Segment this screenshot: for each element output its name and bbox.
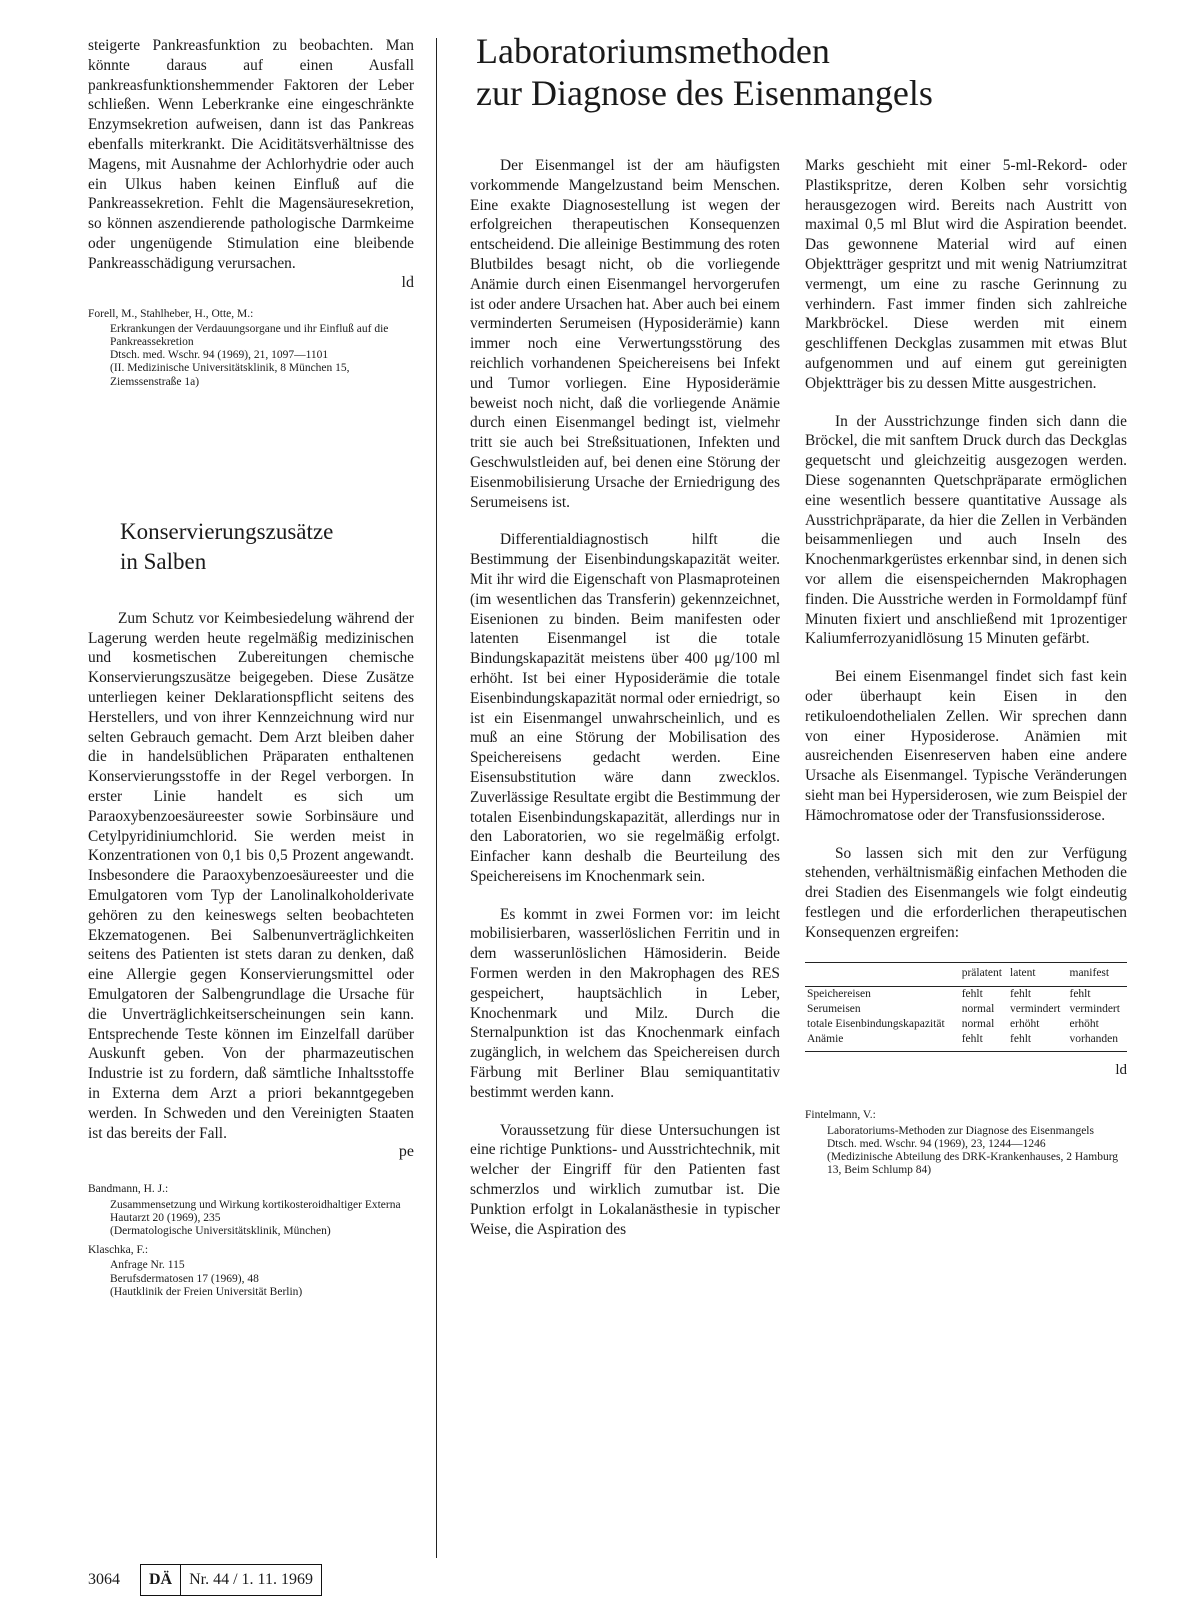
article-paragraph: Es kommt in zwei Formen vor: im leicht mobilisierbaren, wasserlöslichen Ferritin und in dem wasserunlöslichen Hämosiderin. Beide Formen werden in den Makrophagen des RES gespeichert, hauptsächlich in Leber, Knochenmark und Milz. Durch die Sternalpunktion ist das Knochenmark einfach zugänglich, in welchem das Speichereisen durch Färbung mit Berliner Blau semiquantitativ bestimmt werden kann. xyxy=(470,905,780,1101)
table-cell: normal xyxy=(961,1003,995,1016)
left-body-paragraph: steigerte Pankreasfunktion zu beobachten. Man könnte daraus auf einen Ausfall pankreasfunktionshemmender Faktoren der Leber schließen. Wenn Leberkranke eine eingeschränkte Enzymsekretion aufweisen, dann ist das Pankreas ebenfalls miterkrankt. Die Aciditätsverhältnisse des Magens, mit Ausnahme der Achlorhydrie oder auch ein Ulkus haben keinen Einfluß auf die Pankreassekretion. Fehlt die Magensäuresekretion, so können aszendierende pathologische Darmkeime oder ungenügende Stimulation eine bleibende Pankreasschädigung verursachen. xyxy=(88,37,414,272)
reference-line: (Hautklinik der Freien Universität Berlin) xyxy=(110,1285,303,1298)
section-title-line: in Salben xyxy=(120,548,207,574)
left-column xyxy=(88,36,414,1299)
reference-block xyxy=(805,1109,1127,1177)
reference-line: Erkrankungen der Verdauungsorgane und ihr Einfluß auf die Pankreassekretion xyxy=(110,322,389,348)
middle-column xyxy=(470,156,780,1257)
article-title xyxy=(476,30,1116,114)
page-number: 3064 xyxy=(88,1571,120,1588)
iron-deficiency-stage-table xyxy=(805,962,1127,1052)
table-header-row xyxy=(805,963,1127,987)
article-paragraph: Voraussetzung für diese Untersuchungen ist eine richtige Punktions- und Ausstrichtechnik, mit welcher der Eingriff für den Patienten fast schmerzlos und wirklich zumutbar ist. Die Punktion erfolgt in Lokalanästhesie in typischer Weise, die Aspiration des xyxy=(470,1121,780,1238)
table-cell: totale Eisenbindungskapazität xyxy=(807,1018,945,1031)
article-paragraph: Der Eisenmangel ist der am häufigsten vorkommende Mangelzustand beim Menschen. Eine exakte Diagnosestellung ist wegen der erfolgreichen therapeutischen Konsequenzen entscheidend. Die alleinige Bestimmung des roten Blutbildes besagt nicht, ob die vorliegende Anämie durch einen Eisenmangel hervorgerufen ist oder andere Ursachen hat. Aber auch bei einem verminderten Serumeisen (Hyposiderämie) kann immer noch eine Verwertungsstörung des reichlich vorhandenen Speichereisens bei Infekt und Tumor vorliegen. Eine Hyposiderämie beweist noch nicht, daß die vorliegende Anämie durch einen Eisenmangel bedingt ist, vielmehr tritt sie auch bei Streßsituationen, Infekten und Geschwulstleiden auf, bei denen eine Störung der Eisenmobilisierung Ursache der Erniedrigung des Serumeisens ist. xyxy=(470,157,780,511)
column-divider xyxy=(436,38,437,1558)
reference-block xyxy=(88,1183,414,1299)
table-cell: Anämie xyxy=(805,1032,960,1052)
author-initials: ld xyxy=(401,273,414,291)
article-paragraph: Marks geschieht mit einer 5-ml-Rekord- oder Plastikspritze, deren Kolben sehr vorsichtig herausgezogen wird. Bereits nach Austritt von maximal 0,5 ml Blut wird die Aspiration beendet. Das gewonnene Material wird auf einen Objektträger gespritzt und mit wenig Natriumzitrat vermengt, um eine zu rasche Gerinnung zu verhindern. Fast immer finden sich zahlreiche Markbröckel. Diese werden mit einem geschliffenen Deckglas zusammen mit etwas Blut aufgenommen und auf einem gut gereinigten Objektträger bis zu dessen Mitte ausgestrichen. xyxy=(805,157,1127,392)
reference-line: Dtsch. med. Wschr. 94 (1969), 23, 1244—1246 xyxy=(827,1137,1046,1150)
section-body-paragraph: Zum Schutz vor Keimbesiedelung während der Lagerung werden heute regelmäßig medizinischen und kosmetischen Zubereitungen chemische Konservierungszusätze beigegeben. Diese Zusätze unterliegen keiner Deklarationspflicht seitens des Herstellers, und von ihrer Kennzeichnung wird nur selten Gebrauch gemacht. Dem Arzt bleiben daher die in handelsüblichen Präparaten enthaltenen Konservierungsstoffe in der Regel verborgen. In erster Linie handelt es sich um Paraoxybenzoesäureester sowie Sorbinsäure und Cetylpyridiniumchlorid. Sie werden meist in Konzentrationen von 0,1 bis 0,5 Prozent angewandt. Insbesondere die Paraoxybenzoesäureester und die Emulgatoren vom Typ der Lanolinalkoholderivate gehören zu den keineswegs selten beobachteten Ekzematogenen. Bei Salbenunverträglichkeiten seitens des Patienten ist stets daran zu denken, daß eine Allergie gegen Konservierungsmittel oder Emulgatoren der Salbengrundlage die Ursache für die Unverträglichkeitserscheinungen sein kann. Entsprechende Teste können im Einzelfall darüber Auskunft geben. Von der pharmazeutischen Industrie ist zu fordern, daß sämtliche Inhaltsstoffe in Externa dem Arzt a priori bekanntgegeben werden. In Schweden und den Vereinigten Staaten ist das bereits der Fall. xyxy=(88,609,414,1142)
table-cell: normal xyxy=(961,1018,995,1031)
signature-row xyxy=(88,1143,414,1161)
right-column xyxy=(805,156,1127,1178)
table-cell: Serumeisen xyxy=(807,1003,861,1016)
table-cell: fehlt xyxy=(1008,1032,1067,1052)
signature-row xyxy=(88,274,414,292)
section-title-line: Konservierungszusätze xyxy=(120,518,334,544)
journal-logo: DÄ xyxy=(140,1564,181,1596)
table-row xyxy=(805,1002,1127,1017)
reference-line: (Medizinische Abteilung des DRK-Krankenhauses, 2 Hamburg 13, Beim Schlump 84) xyxy=(827,1151,1119,1177)
reference-author: Forell, M., Stahlheber, H., Otte, M.: xyxy=(88,307,254,320)
reference-line: Zusammensetzung und Wirkung kortikosteroidhaltiger Externa xyxy=(110,1198,401,1211)
table-row xyxy=(805,987,1127,1003)
reference-line: Berufsdermatosen 17 (1969), 48 xyxy=(110,1272,259,1285)
reference-author: Klaschka, F.: xyxy=(88,1244,149,1257)
table-cell: vermindert xyxy=(1069,1003,1120,1016)
table-cell: erhöht xyxy=(1010,1018,1040,1031)
table-cell: fehlt xyxy=(961,988,983,1001)
article-paragraph: Bei einem Eisenmangel findet sich fast kein oder überhaupt kein Eisen in den retikuloendothelialen Zellen. Wir sprechen dann von einer Hyposiderose. Anämien mit ausreichenden Eisenreserven haben eine andere Ursache als Eisenmangel. Typische Veränderungen sieht man bei Hypersiderosen, wie zum Beispiel der Hämochromatose oder der Transfusionssiderose. xyxy=(805,668,1127,824)
table-cell: vermindert xyxy=(1010,1003,1061,1016)
author-initials: ld xyxy=(1115,1062,1127,1079)
reference-line: Laboratoriums-Methoden zur Diagnose des Eisenmangels xyxy=(827,1124,1094,1137)
reference-line: Dtsch. med. Wschr. 94 (1969), 21, 1097—1101 xyxy=(110,349,329,362)
article-title-line: Laboratoriumsmethoden xyxy=(476,31,830,71)
table-cell: fehlt xyxy=(960,1032,1008,1052)
reference-author: Fintelmann, V.: xyxy=(805,1109,876,1122)
reference-line: Hautarzt 20 (1969), 235 xyxy=(110,1211,221,1224)
table-cell: Speichereisen xyxy=(807,988,871,1001)
table-cell: erhöht xyxy=(1069,1018,1099,1031)
table-cell: vorhanden xyxy=(1068,1032,1128,1052)
table-row xyxy=(805,1017,1127,1032)
article-paragraph: Differentialdiagnostisch hilft die Bestimmung der Eisenbindungskapazität weiter. Mit ihr wird die Eigenschaft von Plasmaproteinen (im wesentlichen das Transferin) gekennzeichnet, Eisenionen zu binden. Beim manifesten oder latenten Eisenmangel ist die totale Bindungskapazität meistens über 400 μg/100 ml erhöht. Ist bei einer Hyposiderämie die totale Eisenbindungskapazität normal oder erniedrigt, so ist ein Eisenmangel unwahrscheinlich, und es muß an eine Störung der Mobilisation des Speichereisens gedacht werden. Eine Eisensubstitution wäre dann zwecklos. Zuverlässige Resultate ergibt die Bestimmung der totalen Eisenbindungskapazität, allerdings nur in den Laboratorien, wo sie regelmäßig erfolgt. Einfacher kann deshalb die Beurteilung des Speichereisens im Knochenmark sein. xyxy=(470,531,780,885)
reference-line: Anfrage Nr. 115 xyxy=(110,1259,185,1272)
table-cell: fehlt xyxy=(1069,988,1091,1001)
reference-author: Bandmann, H. J.: xyxy=(88,1183,169,1196)
table-header-cell: manifest xyxy=(1068,963,1128,987)
article-paragraph: In der Ausstrichzunge finden sich dann die Bröckel, die mit sanftem Druck durch das Deckglas gequetscht und gleichzeitig ausgezogen werden. Diese sogenannten Quetschpräparate ermöglichen eine wesentlich bessere quantitative Aussage als Ausstrichpräparate, da hier die Zellen in Verbänden beisammenliegen und auch Inseln des Knochenmarkgerüstes erkennbar sind, in denen sich vor allem die eisenspeichernden Makrophagen finden. Die Ausstriche werden in Formoldampf fünf Minuten fixiert und anschließend mit 1prozentiger Kaliumferrozyanidlösung 15 Minuten gefärbt. xyxy=(805,412,1127,648)
article-title-line: zur Diagnose des Eisenmangels xyxy=(476,73,933,113)
reference-line: (II. Medizinische Universitätsklinik, 8 München 15, Ziemssenstraße 1a) xyxy=(110,362,350,388)
page-footer xyxy=(88,1564,322,1596)
article-paragraph: So lassen sich mit den zur Verfügung stehenden, verhältnismäßig einfachen Methoden die drei Stadien des Eisenmangels wie folgt eindeutig festlegen und die erforderlichen therapeutischen Konsequenzen ergreifen: xyxy=(805,844,1127,941)
author-initials: pe xyxy=(398,1143,414,1161)
issue-label: Nr. 44 / 1. 11. 1969 xyxy=(181,1564,322,1596)
table-row xyxy=(805,1032,1127,1052)
reference-block xyxy=(88,308,414,389)
table-header-cell: latent xyxy=(1008,963,1067,987)
table-cell: fehlt xyxy=(1010,988,1032,1001)
reference-line: (Dermatologische Universitätsklinik, München) xyxy=(110,1224,331,1237)
table-header-cell xyxy=(805,963,960,987)
section-title xyxy=(120,517,414,577)
table-header-cell: prälatent xyxy=(960,963,1008,987)
